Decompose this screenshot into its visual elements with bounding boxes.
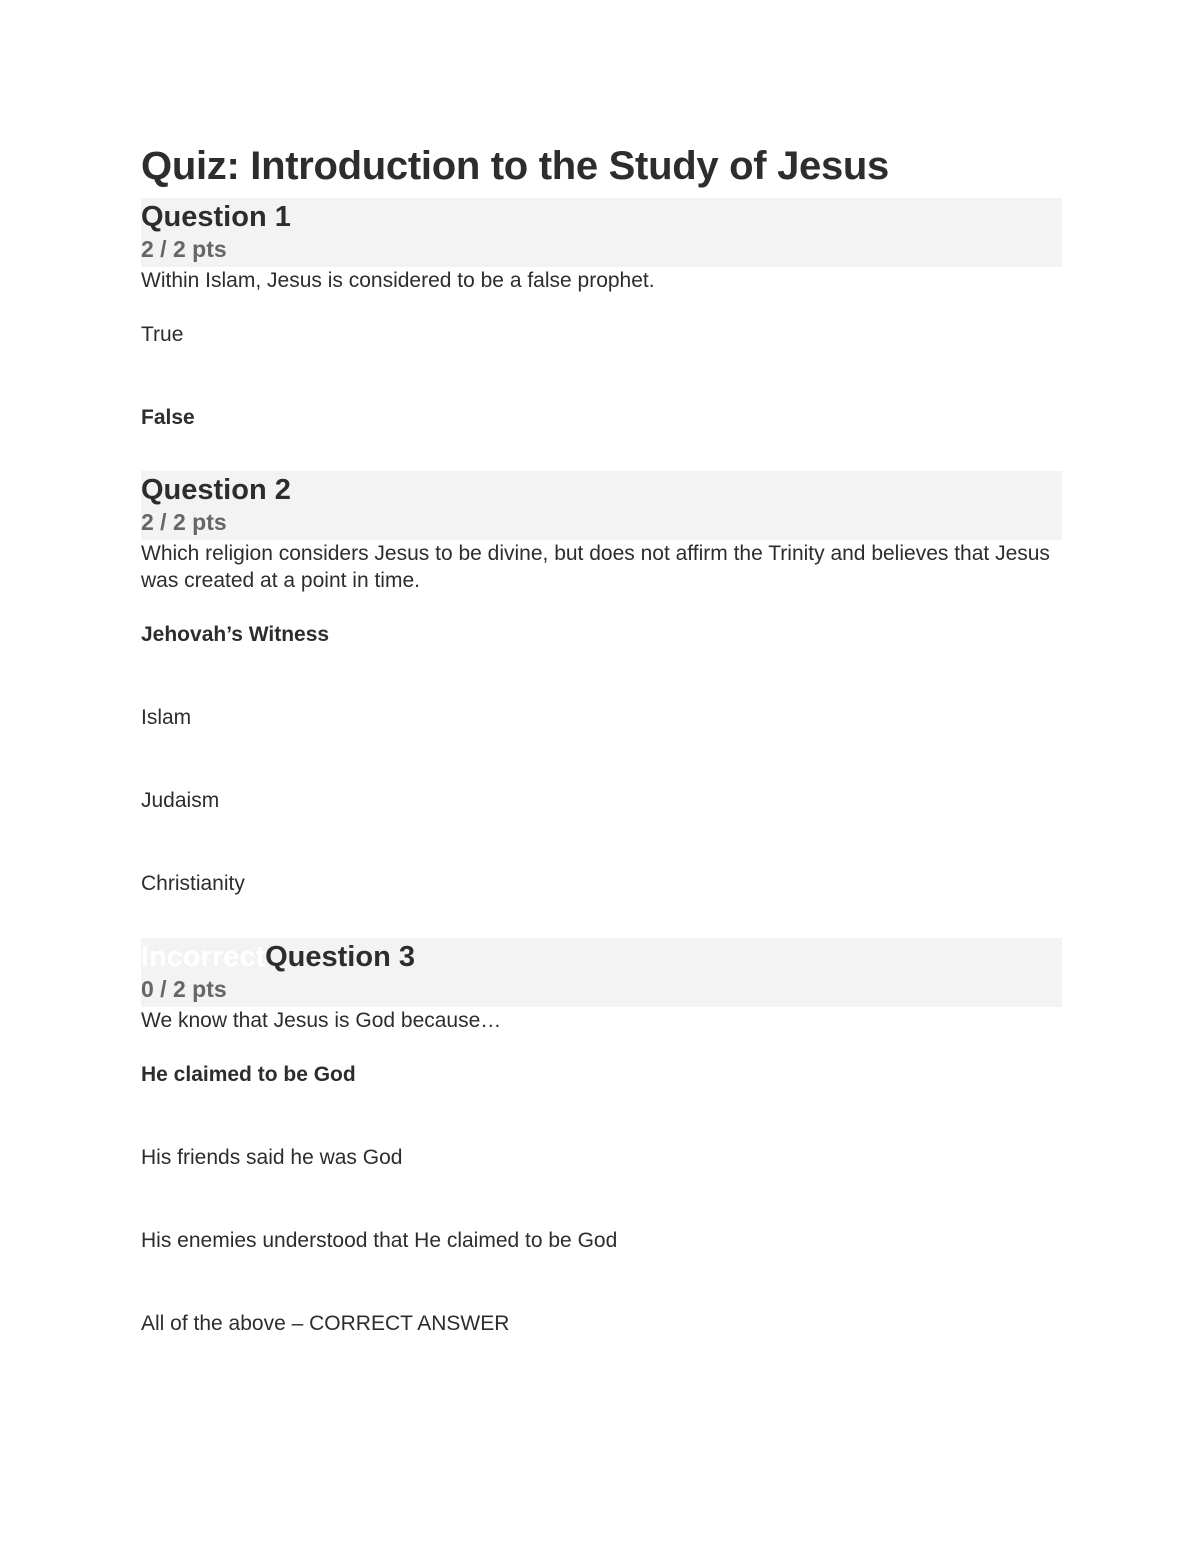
answer-option[interactable]: Christianity bbox=[141, 872, 245, 895]
question-title-text: Question 1 bbox=[141, 201, 291, 233]
question-header bbox=[141, 471, 1062, 540]
answer-option[interactable]: All of the above – CORRECT ANSWER bbox=[141, 1312, 510, 1335]
answer-option-selected[interactable]: False bbox=[141, 406, 195, 429]
question-text: We know that Jesus is God because… bbox=[141, 1009, 502, 1032]
quiz-page bbox=[141, 140, 1062, 1393]
answer-option[interactable]: Judaism bbox=[141, 789, 220, 812]
answer-option[interactable]: True bbox=[141, 323, 184, 346]
question-title bbox=[141, 471, 1062, 508]
question-header bbox=[141, 198, 1062, 267]
answer-option-selected[interactable]: Jehovah’s Witness bbox=[141, 623, 330, 646]
answer-option[interactable]: Islam bbox=[141, 706, 192, 729]
question-title-text: Question 2 bbox=[141, 474, 291, 506]
question-3 bbox=[141, 938, 1062, 1393]
question-title bbox=[141, 198, 1062, 235]
question-text: Which religion considers Jesus to be divine, but does not affirm the Trinity and believes that Jesus was created at a point in time. bbox=[141, 542, 1050, 592]
question-header bbox=[141, 938, 1062, 1007]
question-points: 2 / 2 pts bbox=[141, 509, 227, 535]
answer-list bbox=[141, 621, 1062, 953]
question-2 bbox=[141, 471, 1062, 953]
question-points: 2 / 2 pts bbox=[141, 236, 227, 262]
question-text: Within Islam, Jesus is considered to be a false prophet. bbox=[141, 269, 655, 292]
answer-list bbox=[141, 1061, 1062, 1393]
answer-option[interactable]: His friends said he was God bbox=[141, 1146, 403, 1169]
question-1 bbox=[141, 198, 1062, 487]
answer-option[interactable]: His enemies understood that He claimed to be God bbox=[141, 1229, 618, 1252]
answer-option-selected[interactable]: He claimed to be God bbox=[141, 1063, 356, 1086]
answer-list bbox=[141, 321, 1062, 487]
question-status-label: Incorrect bbox=[141, 941, 266, 973]
question-title-text: Question 3 bbox=[265, 941, 415, 973]
question-title bbox=[141, 938, 1062, 975]
question-points: 0 / 2 pts bbox=[141, 976, 227, 1002]
page-title: Quiz: Introduction to the Study of Jesus bbox=[141, 144, 889, 188]
